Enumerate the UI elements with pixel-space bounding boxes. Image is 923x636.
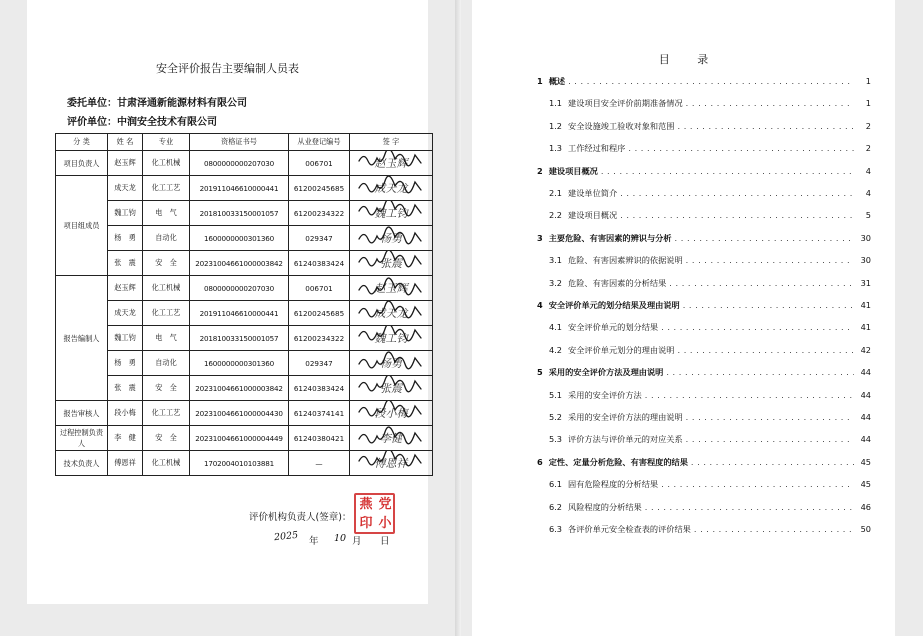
toc-entry-title: 工作经过和程序 — [568, 143, 626, 154]
major-cell: 化工机械 — [143, 151, 190, 176]
toc-dot-leader — [645, 502, 854, 512]
major-cell: 安 全 — [143, 251, 190, 276]
cert-cell: 201810033150001057 — [190, 201, 289, 226]
signature-cell — [350, 226, 433, 251]
agency-head-signature-label: 评价机构负责人(签章)： — [249, 512, 352, 523]
handwritten-signature — [351, 451, 431, 473]
table-row — [56, 451, 433, 476]
toc-entry-title: 危险、有害因素辨识的依据说明 — [568, 255, 683, 266]
reg-cell: 61240383424 — [289, 376, 350, 401]
toc-dot-leader — [601, 166, 854, 176]
toc-entry-number: 1.1 — [549, 98, 563, 109]
cert-cell: 0800000000207030 — [190, 276, 289, 301]
major-cell: 化工工艺 — [143, 301, 190, 326]
signature-cell — [350, 276, 433, 301]
handwritten-signature — [351, 201, 431, 223]
signature-cell — [350, 151, 433, 176]
header-reg: 从业登记编号 — [289, 134, 350, 151]
table-row — [56, 426, 433, 451]
reg-cell: 61200234322 — [289, 201, 350, 226]
toc-entry-page: 50 — [860, 524, 871, 534]
toc-entry-title: 建设项目概况 — [568, 210, 618, 221]
toc-entry-number: 5.1 — [549, 389, 563, 400]
toc-dot-leader — [666, 367, 854, 377]
date-month: 10 — [334, 533, 347, 544]
header-major: 专业 — [143, 134, 190, 151]
seal-char: 印 — [359, 516, 373, 531]
signature-cell — [350, 401, 433, 426]
toc-entry[interactable] — [549, 278, 871, 290]
client-label: 委托单位： — [67, 98, 117, 109]
toc-entry-title: 安全评价单元的划分结果 — [568, 322, 659, 333]
toc-entry-number: 5.3 — [549, 434, 563, 445]
toc-entry-title: 定性、定量分析危险、有害程度的结果 — [548, 456, 688, 467]
name-cell: 张 震 — [108, 376, 143, 401]
header-name: 姓 名 — [108, 134, 143, 151]
header-cert: 资格证书号 — [190, 134, 289, 151]
major-cell: 化工机械 — [143, 276, 190, 301]
toc-entry[interactable] — [549, 322, 871, 334]
signature-cell — [350, 201, 433, 226]
name-cell: 杨 勇 — [108, 226, 143, 251]
evaluator-unit — [67, 113, 217, 128]
signature-text: 杨勇 — [380, 357, 402, 370]
table-row — [56, 226, 433, 251]
toc-entry-number: 4.2 — [549, 344, 563, 355]
toc-dot-leader — [686, 98, 854, 108]
reg-cell: 029347 — [289, 226, 350, 251]
seal-char: 燕 — [359, 497, 373, 512]
toc-entry-page: 44 — [860, 412, 871, 422]
toc-entry-page: 1 — [865, 98, 871, 109]
toc-entry-title: 主要危险、有害因素的辨识与分析 — [548, 232, 672, 243]
handwritten-signature — [351, 426, 431, 448]
reg-cell: 61240374141 — [289, 401, 350, 426]
toc-entry-title: 采用的安全评价方法及理由说明 — [548, 367, 664, 378]
major-cell: 安 全 — [143, 426, 190, 451]
toc-dot-leader — [661, 479, 854, 489]
toc-entry[interactable] — [549, 143, 871, 155]
table-row — [56, 301, 433, 326]
toc-entry-page: 41 — [860, 322, 871, 333]
toc-entry-page: 45 — [860, 479, 871, 490]
name-cell: 李 健 — [108, 426, 143, 451]
table-row — [56, 401, 433, 426]
toc-dot-leader — [661, 322, 854, 332]
major-cell: 电 气 — [143, 201, 190, 226]
toc-entry-page: 1 — [865, 76, 871, 86]
toc-dot-leader — [686, 255, 854, 265]
reg-cell: — — [289, 451, 350, 476]
signature-cell — [350, 351, 433, 376]
name-cell: 魏工钧 — [108, 326, 143, 351]
toc-entry[interactable] — [549, 412, 871, 424]
toc-dot-leader — [669, 278, 854, 288]
signature-cell — [350, 301, 433, 326]
signature-text: 赵玉辉 — [374, 157, 408, 170]
toc-dot-leader — [675, 233, 854, 243]
toc-dot-leader — [628, 143, 854, 153]
role-cell: 项目负责人 — [56, 151, 108, 176]
toc-entry[interactable] — [549, 255, 871, 267]
signature-text: 杨勇 — [380, 232, 402, 245]
name-cell: 成天龙 — [108, 176, 143, 201]
toc-entry[interactable] — [549, 98, 871, 110]
table-row — [56, 251, 433, 276]
signature-text: 魏工钧 — [374, 332, 408, 345]
toc-entry-page: 2 — [865, 120, 871, 131]
cert-cell: 0800000000207030 — [190, 151, 289, 176]
staff-list-page — [27, 0, 428, 604]
signature-text: 成天龙 — [374, 182, 408, 195]
reg-cell: 61240383424 — [289, 251, 350, 276]
handwritten-signature — [351, 301, 431, 323]
signature-cell — [350, 251, 433, 276]
major-cell: 化工工艺 — [143, 176, 190, 201]
toc-entry[interactable] — [537, 367, 871, 379]
toc-entry[interactable] — [537, 457, 871, 469]
toc-entry-page: 5 — [865, 210, 871, 221]
toc-entry-page: 2 — [865, 143, 871, 154]
handwritten-signature — [351, 176, 431, 198]
cert-cell: 201911046610000441 — [190, 176, 289, 201]
toc-entry[interactable] — [537, 233, 871, 245]
date-year-suffix: 年 — [309, 536, 319, 547]
toc-entry[interactable] — [537, 300, 871, 312]
toc-dot-leader — [620, 210, 854, 220]
date-day-suffix: 日 — [380, 536, 390, 547]
official-seal — [354, 493, 395, 534]
toc-entry[interactable] — [537, 76, 871, 88]
signature-cell — [350, 326, 433, 351]
handwritten-signature — [351, 276, 431, 298]
major-cell: 电 气 — [143, 326, 190, 351]
toc-entry-title: 采用的安全评价方法的理由说明 — [568, 412, 683, 422]
toc-entry-title: 各评价单元安全检查表的评价结果 — [568, 524, 691, 534]
reg-cell: 61200234322 — [289, 326, 350, 351]
reg-cell: 006701 — [289, 276, 350, 301]
toc-entry-number: 1 — [537, 76, 543, 86]
seal-char: 小 — [378, 516, 392, 531]
table-row — [56, 276, 433, 301]
reg-cell: 006701 — [289, 151, 350, 176]
name-cell: 赵玉辉 — [108, 276, 143, 301]
signature-text: 张震 — [380, 382, 402, 395]
toc-entry-page: 42 — [860, 344, 871, 355]
signature-text: 傅恩祥 — [374, 457, 408, 470]
toc-entry-number: 6.1 — [549, 479, 563, 490]
handwritten-signature — [351, 226, 431, 248]
signature-cell — [350, 426, 433, 451]
toc-entry-page: 30 — [860, 232, 871, 243]
toc-entry-number: 3.2 — [549, 277, 563, 288]
toc-entry-page: 45 — [860, 456, 871, 467]
toc-entry-number: 3.1 — [549, 255, 563, 266]
role-cell: 报告审核人 — [56, 401, 108, 426]
seal-char: 党 — [378, 497, 392, 512]
signature-text: 赵玉辉 — [374, 282, 408, 295]
table-row — [56, 326, 433, 351]
date-year: 2025 — [273, 529, 299, 544]
major-cell: 化工机械 — [143, 451, 190, 476]
table-row — [56, 176, 433, 201]
toc-entry-number: 5 — [537, 367, 543, 378]
handwritten-signature — [351, 151, 431, 173]
reg-cell: 029347 — [289, 351, 350, 376]
table-header-row — [56, 134, 433, 151]
cert-cell: 20231004661000004449 — [190, 426, 289, 451]
signature-cell — [350, 176, 433, 201]
toc-dot-leader — [694, 524, 854, 534]
toc-entry-title: 危险、有害因素的分析结果 — [568, 277, 667, 288]
cert-cell: 1702004010103881 — [190, 451, 289, 476]
client-value: 甘肃泽通新能源材料有限公司 — [117, 98, 247, 109]
toc-entry-title: 概述 — [548, 76, 566, 86]
toc-entry-title: 建设项目概况 — [548, 165, 598, 176]
name-cell: 傅恩祥 — [108, 451, 143, 476]
cert-cell: 20231004661000003842 — [190, 376, 289, 401]
toc-page — [472, 0, 895, 636]
toc-entry-number: 4 — [537, 300, 543, 310]
cert-cell: 1600000000301360 — [190, 351, 289, 376]
table-row — [56, 376, 433, 401]
toc-entry[interactable] — [549, 345, 871, 357]
toc-dot-leader — [691, 457, 854, 467]
toc-entry-page: 4 — [865, 188, 871, 198]
name-cell: 魏工钧 — [108, 201, 143, 226]
date-month-suffix: 月 — [352, 536, 362, 547]
client-unit — [67, 94, 247, 109]
name-cell: 张 震 — [108, 251, 143, 276]
toc-entry-number: 6.3 — [549, 524, 563, 534]
role-cell: 技术负责人 — [56, 451, 108, 476]
toc-dot-leader — [568, 76, 854, 86]
toc-entry-page: 44 — [860, 389, 871, 400]
toc-dot-leader — [677, 345, 854, 355]
table-row — [56, 351, 433, 376]
name-cell: 赵玉辉 — [108, 151, 143, 176]
toc-entry-number: 4.1 — [549, 322, 563, 333]
major-cell: 自动化 — [143, 351, 190, 376]
table-row — [56, 201, 433, 226]
toc-entry-page: 4 — [865, 165, 871, 176]
reg-cell: 61200245685 — [289, 176, 350, 201]
handwritten-signature — [351, 401, 431, 423]
major-cell: 安 全 — [143, 376, 190, 401]
role-cell: 报告编制人 — [56, 276, 108, 401]
handwritten-signature — [351, 376, 431, 398]
toc-entry-title: 安全评价单元的划分结果及理由说明 — [548, 300, 680, 310]
staff-table — [55, 133, 433, 476]
toc-entry-number: 6.2 — [549, 501, 563, 512]
toc-entry-title: 固有危险程度的分析结果 — [568, 479, 659, 490]
toc-entry[interactable] — [549, 390, 871, 402]
toc-dot-leader — [686, 434, 854, 444]
toc-entry-page: 31 — [860, 277, 871, 288]
toc-entry-number: 1.3 — [549, 143, 563, 154]
signature-cell — [350, 376, 433, 401]
toc-entry[interactable] — [549, 121, 871, 133]
signature-text: 段小梅 — [374, 407, 408, 420]
toc-entry-number: 2 — [537, 165, 543, 176]
header-signature: 签 字 — [350, 134, 433, 151]
name-cell: 成天龙 — [108, 301, 143, 326]
toc-dot-leader — [620, 188, 854, 198]
toc-dot-leader — [686, 412, 854, 422]
toc-entry[interactable] — [549, 188, 871, 200]
table-row — [56, 151, 433, 176]
role-cell: 项目组成员 — [56, 176, 108, 276]
toc-entry[interactable] — [549, 434, 871, 446]
page-title: 安全评价报告主要编制人员表 — [156, 62, 299, 75]
cert-cell: 201810033150001057 — [190, 326, 289, 351]
toc-entry-title: 采用的安全评价方法 — [568, 389, 642, 400]
cert-cell: 20231004661000003842 — [190, 251, 289, 276]
toc-entry-page: 41 — [860, 300, 871, 310]
evaluator-value: 中润安全技术有限公司 — [117, 117, 217, 128]
toc-entry-number: 2.2 — [549, 210, 563, 221]
page-gap — [455, 0, 461, 636]
reg-cell: 61240380421 — [289, 426, 350, 451]
toc-entry-title: 安全评价单元划分的理由说明 — [568, 344, 675, 355]
signature-text: 魏工钧 — [374, 207, 408, 220]
toc-title: 目 录 — [658, 53, 721, 66]
cert-cell: 20231004661000004430 — [190, 401, 289, 426]
toc-entry-title: 建设单位简介 — [568, 188, 618, 198]
reg-cell: 61200245685 — [289, 301, 350, 326]
signature-text: 李健 — [380, 432, 402, 445]
toc-entry-page: 44 — [860, 434, 871, 445]
toc-entry-title: 安全设施竣工验收对象和范围 — [568, 120, 675, 131]
toc-entry-number: 6 — [537, 456, 543, 467]
major-cell: 自动化 — [143, 226, 190, 251]
handwritten-signature — [351, 351, 431, 373]
signature-text: 成天龙 — [374, 307, 408, 320]
toc-entry-page: 44 — [860, 367, 871, 378]
toc-entry-title: 建设项目安全评价前期准备情况 — [568, 98, 683, 109]
handwritten-signature — [351, 326, 431, 348]
toc-entry-number: 5.2 — [549, 412, 563, 422]
name-cell: 杨 勇 — [108, 351, 143, 376]
handwritten-signature — [351, 251, 431, 273]
toc-entry[interactable] — [549, 524, 871, 536]
major-cell: 化工工艺 — [143, 401, 190, 426]
evaluator-label: 评价单位： — [67, 117, 117, 128]
toc-dot-leader — [683, 300, 854, 310]
toc-entry[interactable] — [549, 502, 871, 514]
signature-text: 张震 — [380, 257, 402, 270]
role-cell: 过程控制负责人 — [56, 426, 108, 451]
toc-entry-number: 3 — [537, 232, 543, 243]
cert-cell: 1600000000301360 — [190, 226, 289, 251]
toc-entry-title: 风险程度的分析结果 — [568, 501, 642, 512]
toc-entry-number: 1.2 — [549, 120, 563, 131]
toc-entry-number: 2.1 — [549, 188, 563, 198]
toc-dot-leader — [645, 390, 854, 400]
toc-entry[interactable] — [549, 479, 871, 491]
name-cell: 段小梅 — [108, 401, 143, 426]
toc-entry[interactable] — [537, 166, 871, 178]
header-category: 分 类 — [56, 134, 108, 151]
toc-entry[interactable] — [549, 210, 871, 222]
cert-cell: 201911046610000441 — [190, 301, 289, 326]
toc-entry-page: 46 — [860, 501, 871, 512]
toc-entry-page: 30 — [860, 255, 871, 266]
toc-entry-title: 评价方法与评价单元的对应关系 — [568, 434, 683, 445]
signature-cell — [350, 451, 433, 476]
toc-dot-leader — [677, 121, 854, 131]
